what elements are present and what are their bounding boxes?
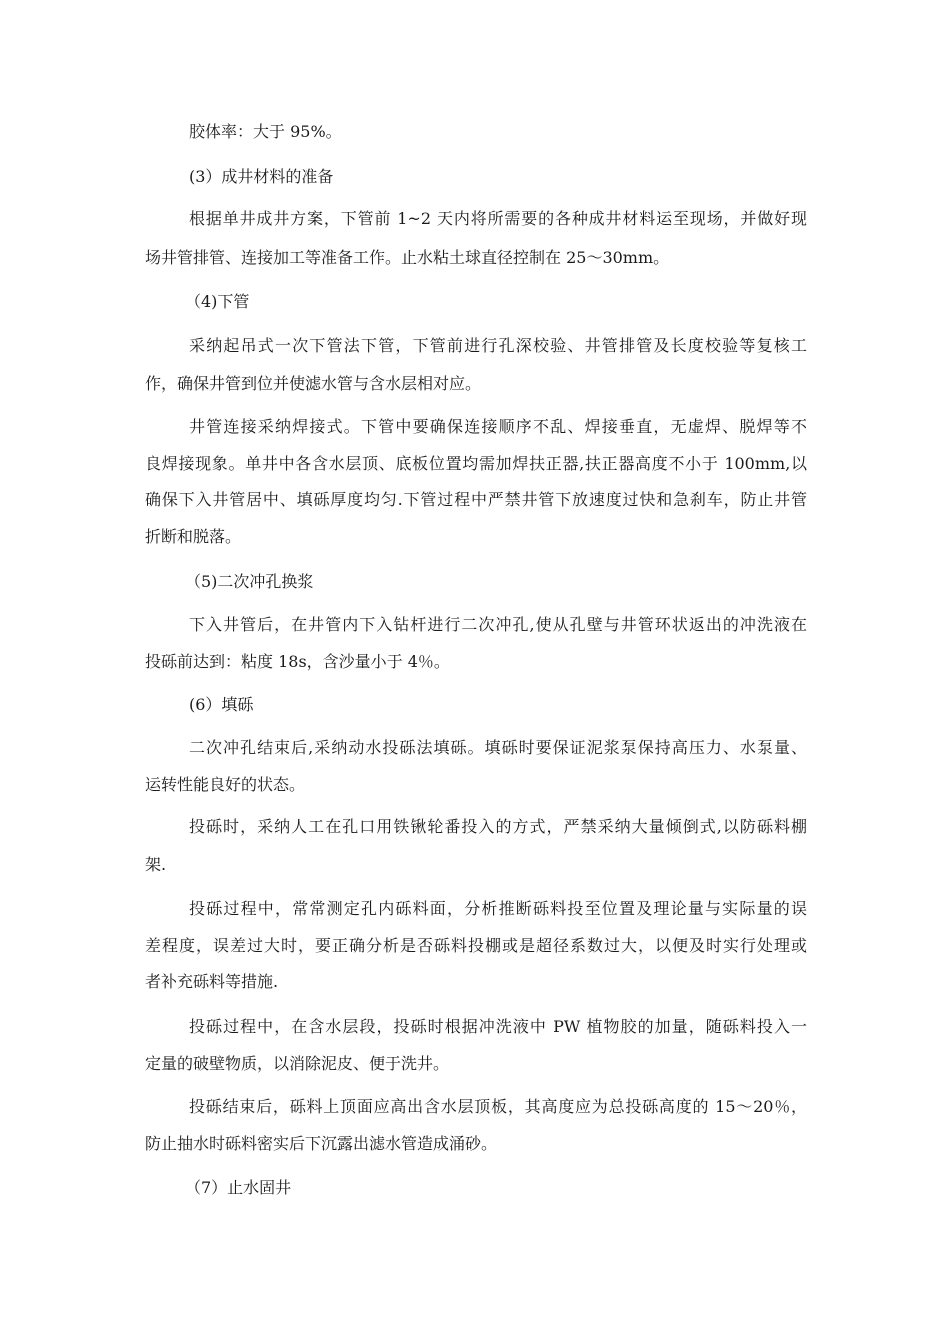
paragraph-line: 者补充砾料等措施. (145, 972, 279, 991)
paragraph-line: 场井管排管、连接加工等准备工作。止水粘土球直径控制在 25～30mm。 (145, 248, 670, 267)
heading-text: (3）成井材料的准备 (189, 167, 334, 186)
paragraph-line: 投砾结束后，砾料上顶面应高出含水层顶板，其高度应为总投砾高度的 15～20％， (189, 1097, 807, 1116)
paragraph-line: 投砾过程中，常常测定孔内砾料面，分析推断砾料投至位置及理论量与实际量的误 (189, 899, 807, 918)
paragraph-line: 运转性能良好的状态。 (145, 775, 306, 794)
heading-text: （5)二次冲孔换浆 (185, 572, 314, 591)
paragraph-line: 架. (145, 855, 167, 874)
heading-text: （4)下管 (185, 292, 250, 311)
paragraph-line: 采纳起吊式一次下管法下管，下管前进行孔深校验、井管排管及长度校验等复核工 (189, 336, 807, 355)
paragraph-line: 确保下入井管居中、填砾厚度均匀.下管过程中严禁井管下放速度过快和急刹车，防止井管 (145, 490, 807, 509)
paragraph-line: 差程度，误差过大时，要正确分析是否砾料投棚或是超径系数过大，以便及时实行处理或 (145, 936, 807, 955)
paragraph-line: 良焊接现象。单井中各含水层顶、底板位置均需加焊扶正器,扶正器高度不小于 100mm,以 (145, 454, 807, 473)
paragraph-line: 投砾时，采纳人工在孔口用铁锹轮番投入的方式，严禁采纳大量倾倒式,以防砾料棚 (189, 817, 807, 836)
paragraph-line: 投砾前达到：粘度 18s，含沙量小于 4％。 (145, 652, 450, 671)
heading-text: (6）填砾 (189, 695, 254, 714)
paragraph-line: 折断和脱落。 (145, 527, 242, 546)
heading-text: （7）止水固井 (185, 1178, 292, 1197)
paragraph-line: 根据单井成井方案，下管前 1~2 天内将所需要的各种成井材料运至现场，并做好现 (189, 209, 807, 228)
paragraph-line: 胶体率：大于 95%。 (189, 122, 342, 141)
paragraph-line: 定量的破壁物质，以消除泥皮、便于洗井。 (145, 1054, 450, 1073)
paragraph-line: 二次冲孔结束后,采纳动水投砾法填砾。填砾时要保证泥浆泵保持高压力、水泵量、 (189, 738, 807, 757)
paragraph-line: 井管连接采纳焊接式。下管中要确保连接顺序不乱、焊接垂直，无虚焊、脱焊等不 (189, 417, 807, 436)
paragraph-line: 下入井管后，在井管内下入钻杆进行二次冲孔,使从孔壁与井管环状返出的冲洗液在 (189, 615, 807, 634)
paragraph-line: 投砾过程中，在含水层段，投砾时根据冲洗液中 PW 植物胶的加量，随砾料投入一 (189, 1017, 807, 1036)
paragraph-line: 防止抽水时砾料密实后下沉露出滤水管造成涌砂。 (145, 1134, 498, 1153)
paragraph-line: 作，确保井管到位并使滤水管与含水层相对应。 (145, 374, 482, 393)
